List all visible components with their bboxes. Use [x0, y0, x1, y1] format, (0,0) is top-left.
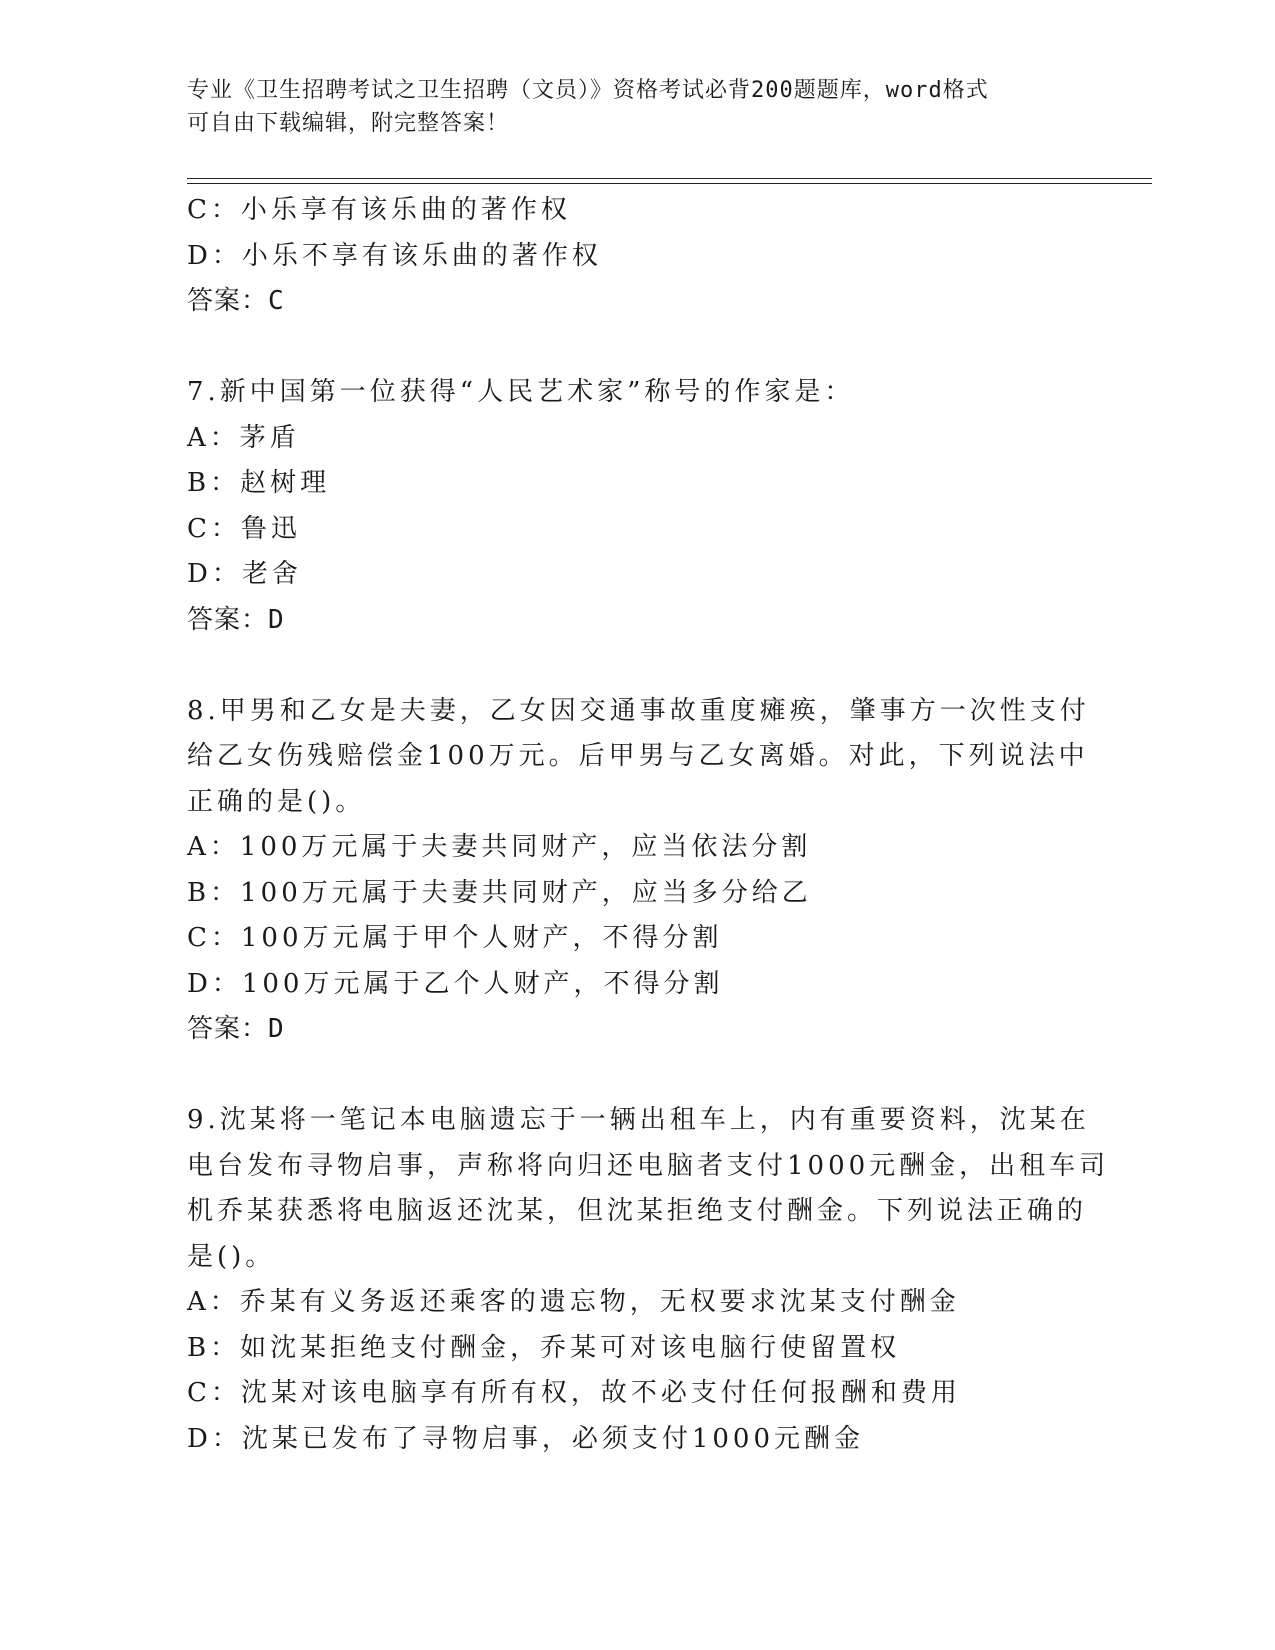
option-d: D：沈某已发布了寻物启事，必须支付1000元酬金 — [187, 1423, 865, 1454]
option-d: D：小乐不享有该乐曲的著作权 — [187, 240, 602, 271]
option-a: A：茅盾 — [187, 422, 300, 453]
header-line: 可自由下载编辑，附完整答案！ — [187, 111, 510, 136]
question-stem: 机乔某获悉将电脑返还沈某，但沈某拒绝支付酬金。下列说法正确的 — [187, 1196, 1088, 1226]
option-d: D：老舍 — [187, 559, 302, 589]
option-b: B：如沈某拒绝支付酬金，乔某可对该电脑行使留置权 — [187, 1332, 901, 1363]
question-block-8 — [187, 689, 1090, 1053]
question-stem: 正确的是()。 — [187, 786, 366, 817]
option-b: B：100万元属于夫妻共同财产，应当多分给乙 — [187, 877, 812, 908]
answer-line: 答案：D — [187, 1014, 285, 1044]
option-c: C：小乐享有该乐曲的著作权 — [187, 195, 571, 225]
question-block-9 — [187, 1098, 1110, 1462]
spacer — [187, 643, 1087, 689]
question-block-7 — [187, 370, 1087, 643]
question-stem: 8.甲男和乙女是夫妻，乙女因交通事故重度瘫痪，肇事方一次性支付 — [187, 695, 1090, 726]
question-block-previous — [187, 188, 1087, 325]
question-stem: 电台发布寻物启事，声称将向归还电脑者支付1000元酬金，出租车司 — [187, 1150, 1110, 1181]
question-stem: 7.新中国第一位获得“人民艺术家”称号的作家是： — [187, 377, 855, 407]
option-b: B：赵树理 — [187, 468, 331, 498]
spacer — [187, 1053, 1087, 1099]
document-header — [187, 74, 1087, 140]
option-a: A：乔某有义务返还乘客的遗忘物，无权要求沈某支付酬金 — [187, 1287, 960, 1317]
header-divider — [187, 178, 1152, 179]
option-c: C：沈某对该电脑享有所有权，故不必支付任何报酬和费用 — [187, 1378, 961, 1408]
answer-line: 答案：C — [187, 286, 285, 316]
header-line: 专业《卫生招聘考试之卫生招聘（文员）》资格考试必背200题题库，word格式 — [187, 78, 989, 103]
question-stem: 9.沈某将一笔记本电脑遗忘于一辆出租车上，内有重要资料，沈某在 — [187, 1105, 1090, 1135]
spacer — [187, 325, 1087, 371]
answer-line: 答案：D — [187, 604, 285, 635]
header-divider — [187, 183, 1152, 184]
question-stem: 是()。 — [187, 1241, 276, 1272]
option-a: A：100万元属于夫妻共同财产，应当依法分割 — [187, 832, 812, 862]
question-list — [187, 188, 1110, 1462]
option-c: C：鲁迅 — [187, 513, 301, 544]
option-c: C：100万元属于甲个人财产，不得分割 — [187, 923, 723, 953]
option-d: D：100万元属于乙个人财产，不得分割 — [187, 968, 724, 999]
question-stem: 给乙女伤残赔偿金100万元。后甲男与乙女离婚。对此，下列说法中 — [187, 741, 1089, 771]
